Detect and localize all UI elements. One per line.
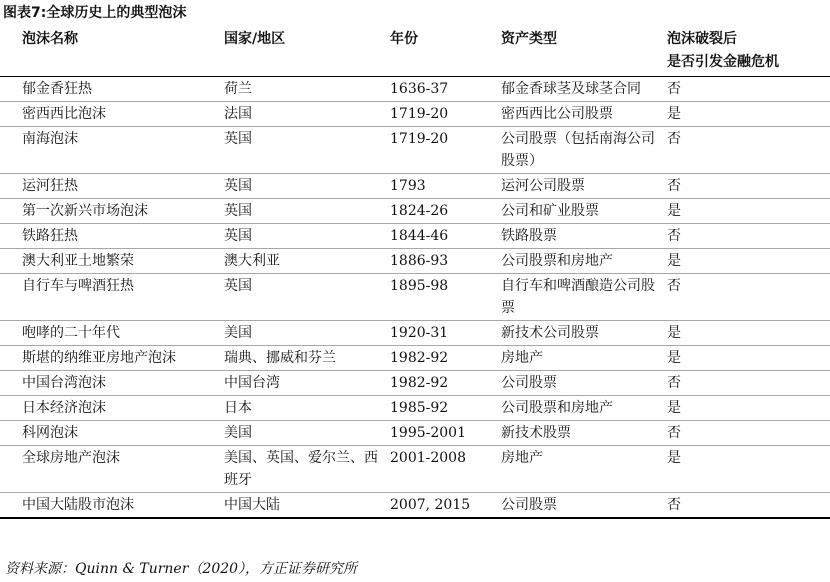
country-cell-text: 英国 [224,131,252,147]
table-row [0,346,830,371]
asset-type-cell [501,421,667,446]
asset-type-cell-text: 公司股票和房地产 [501,253,613,269]
table-row [0,371,830,396]
bubble-name-cell-text: 咆哮的二十年代 [22,325,120,341]
table-row [0,77,830,102]
crisis-cell-text: 是 [667,203,681,219]
country-cell [224,446,390,493]
year-cell-text: 1985-92 [390,400,449,416]
year-cell-text: 1824-26 [390,203,449,219]
crisis-cell [667,127,830,174]
year-cell [390,421,501,446]
table-row [0,446,830,493]
bubble-name-cell [0,224,224,249]
country-cell-text: 法国 [224,106,252,122]
bubble-name-cell-text: 澳大利亚土地繁荣 [22,253,134,269]
crisis-cell [667,199,830,224]
year-cell [390,346,501,371]
crisis-cell-text: 是 [667,253,681,269]
table-row [0,493,830,519]
table-header [0,25,830,77]
crisis-cell [667,249,830,274]
crisis-cell-text: 否 [667,497,681,513]
asset-type-cell [501,321,667,346]
asset-type-cell [501,493,667,519]
asset-type-cell [501,77,667,102]
year-cell-text: 2007, 2015 [390,497,471,513]
bubble-name-cell [0,421,224,446]
bubble-name-cell-text: 自行车与啤酒狂热 [22,278,134,294]
bubble-name-cell [0,346,224,371]
crisis-cell-text: 否 [667,228,681,244]
crisis-cell-text: 否 [667,131,681,147]
asset-type-cell [501,371,667,396]
bubble-name-cell [0,199,224,224]
crisis-cell [667,224,830,249]
asset-type-cell [501,249,667,274]
asset-type-cell [501,199,667,224]
bubble-name-cell-text: 密西西比泡沫 [22,106,106,122]
year-cell-text: 1844-46 [390,228,449,244]
crisis-cell [667,446,830,493]
country-cell [224,321,390,346]
asset-type-cell [501,174,667,199]
year-cell-text: 1719-20 [390,106,449,122]
country-cell-text: 英国 [224,228,252,244]
asset-type-cell-text: 铁路股票 [501,228,557,244]
asset-type-cell [501,224,667,249]
asset-type-cell-text: 新技术股票 [501,425,571,441]
asset-type-cell [501,127,667,174]
asset-type-cell [501,446,667,493]
year-cell [390,371,501,396]
crisis-cell-text: 否 [667,81,681,97]
crisis-cell [667,493,830,519]
country-cell [224,102,390,127]
year-cell-text: 1636-37 [390,81,449,97]
year-cell [390,224,501,249]
table-body [0,77,830,519]
bubble-name-cell-text: 中国大陆股市泡沫 [22,497,134,513]
country-cell-text: 美国、英国、爱尔兰、西班牙 [224,450,378,488]
year-cell-text: 2001-2008 [390,450,466,466]
asset-type-cell-text: 新技术公司股票 [501,325,599,341]
table-row [0,249,830,274]
country-cell-text: 美国 [224,325,252,341]
country-cell-text: 中国台湾 [224,375,280,391]
header-financial-crisis: 泡沫破裂后 是否引发金融危机 [667,31,779,70]
country-cell [224,199,390,224]
crisis-cell [667,371,830,396]
asset-type-cell [501,274,667,321]
year-cell-text: 1920-31 [390,325,449,341]
bubble-name-cell [0,493,224,519]
bubble-name-cell-text: 日本经济泡沫 [22,400,106,416]
bubble-name-cell [0,371,224,396]
year-cell-text: 1982-92 [390,375,449,391]
year-cell [390,321,501,346]
crisis-cell-text: 是 [667,350,681,366]
year-cell [390,102,501,127]
table-row [0,321,830,346]
source-note: 资料来源：Quinn & Turner（2020），方正证券研究所 [5,561,358,577]
asset-type-cell [501,346,667,371]
asset-type-cell-text: 房地产 [501,450,543,466]
country-cell [224,493,390,519]
bubble-name-cell-text: 全球房地产泡沫 [22,450,120,466]
bubble-name-cell-text: 中国台湾泡沫 [22,375,106,391]
crisis-cell [667,421,830,446]
year-cell [390,174,501,199]
asset-type-cell [501,102,667,127]
header-asset-type: 资产类型 [501,31,557,47]
crisis-cell-text: 是 [667,450,681,466]
asset-type-cell-text: 公司股票 [501,375,557,391]
bubble-name-cell [0,446,224,493]
year-cell-text: 1886-93 [390,253,449,269]
country-cell [224,249,390,274]
header-country: 国家/地区 [224,31,286,47]
country-cell [224,396,390,421]
crisis-cell-text: 否 [667,375,681,391]
year-cell [390,199,501,224]
crisis-cell [667,77,830,102]
country-cell-text: 中国大陆 [224,497,280,513]
table-row [0,102,830,127]
table-row [0,127,830,174]
crisis-cell-text: 否 [667,425,681,441]
bubble-name-cell-text: 铁路狂热 [22,228,78,244]
asset-type-cell-text: 房地产 [501,350,543,366]
year-cell [390,249,501,274]
header-row [0,25,830,77]
year-cell [390,274,501,321]
crisis-cell-text: 否 [667,178,681,194]
bubble-name-cell [0,77,224,102]
asset-type-cell-text: 公司和矿业股票 [501,203,599,219]
crisis-cell-text: 否 [667,278,681,294]
crisis-cell [667,174,830,199]
table-row [0,396,830,421]
table-row [0,199,830,224]
table-row [0,421,830,446]
crisis-cell [667,396,830,421]
crisis-cell [667,346,830,371]
year-cell [390,446,501,493]
asset-type-cell-text: 公司股票 [501,497,557,513]
crisis-cell [667,102,830,127]
year-cell [390,493,501,519]
country-cell [224,274,390,321]
header-bubble-name: 泡沫名称 [22,31,78,47]
figure-title: 图表7:全球历史上的典型泡沫 [3,5,187,21]
country-cell [224,371,390,396]
asset-type-cell-text: 郁金香球茎及球茎合同 [501,81,641,97]
country-cell-text: 日本 [224,400,252,416]
bubble-name-cell-text: 郁金香狂热 [22,81,92,97]
year-cell-text: 1895-98 [390,278,449,294]
bubble-name-cell-text: 南海泡沫 [22,131,78,147]
bubble-name-cell [0,249,224,274]
bubble-name-cell [0,396,224,421]
bubbles-table [0,25,830,519]
bubble-name-cell [0,127,224,174]
table-row [0,174,830,199]
year-cell-text: 1719-20 [390,131,449,147]
crisis-cell [667,274,830,321]
bubble-name-cell [0,274,224,321]
bubble-name-cell-text: 斯堪的纳维亚房地产泡沫 [22,350,176,366]
country-cell-text: 澳大利亚 [224,253,280,269]
country-cell [224,421,390,446]
asset-type-cell-text: 公司股票和房地产 [501,400,613,416]
crisis-cell-text: 是 [667,400,681,416]
year-cell [390,127,501,174]
bubble-name-cell-text: 运河狂热 [22,178,78,194]
country-cell [224,77,390,102]
year-cell-text: 1982-92 [390,350,449,366]
bubble-name-cell-text: 科网泡沫 [22,425,78,441]
asset-type-cell-text: 密西西比公司股票 [501,106,613,122]
country-cell [224,127,390,174]
year-cell [390,396,501,421]
year-cell-text: 1995-2001 [390,425,466,441]
year-cell [390,77,501,102]
bubble-name-cell [0,102,224,127]
country-cell [224,224,390,249]
asset-type-cell [501,396,667,421]
asset-type-cell-text: 自行车和啤酒酿造公司股票 [501,278,655,316]
table-row [0,274,830,321]
bubble-name-cell [0,174,224,199]
country-cell [224,174,390,199]
bubble-name-cell-text: 第一次新兴市场泡沫 [22,203,148,219]
country-cell-text: 瑞典、挪威和芬兰 [224,350,336,366]
asset-type-cell-text: 公司股票（包括南海公司股票） [501,131,655,169]
year-cell-text: 1793 [390,178,426,194]
country-cell-text: 英国 [224,178,252,194]
country-cell-text: 美国 [224,425,252,441]
country-cell-text: 英国 [224,203,252,219]
crisis-cell-text: 是 [667,106,681,122]
asset-type-cell-text: 运河公司股票 [501,178,585,194]
country-cell-text: 英国 [224,278,252,294]
crisis-cell [667,321,830,346]
country-cell-text: 荷兰 [224,81,252,97]
country-cell [224,346,390,371]
bubble-name-cell [0,321,224,346]
table-row [0,224,830,249]
header-year: 年份 [390,31,418,47]
crisis-cell-text: 是 [667,325,681,341]
